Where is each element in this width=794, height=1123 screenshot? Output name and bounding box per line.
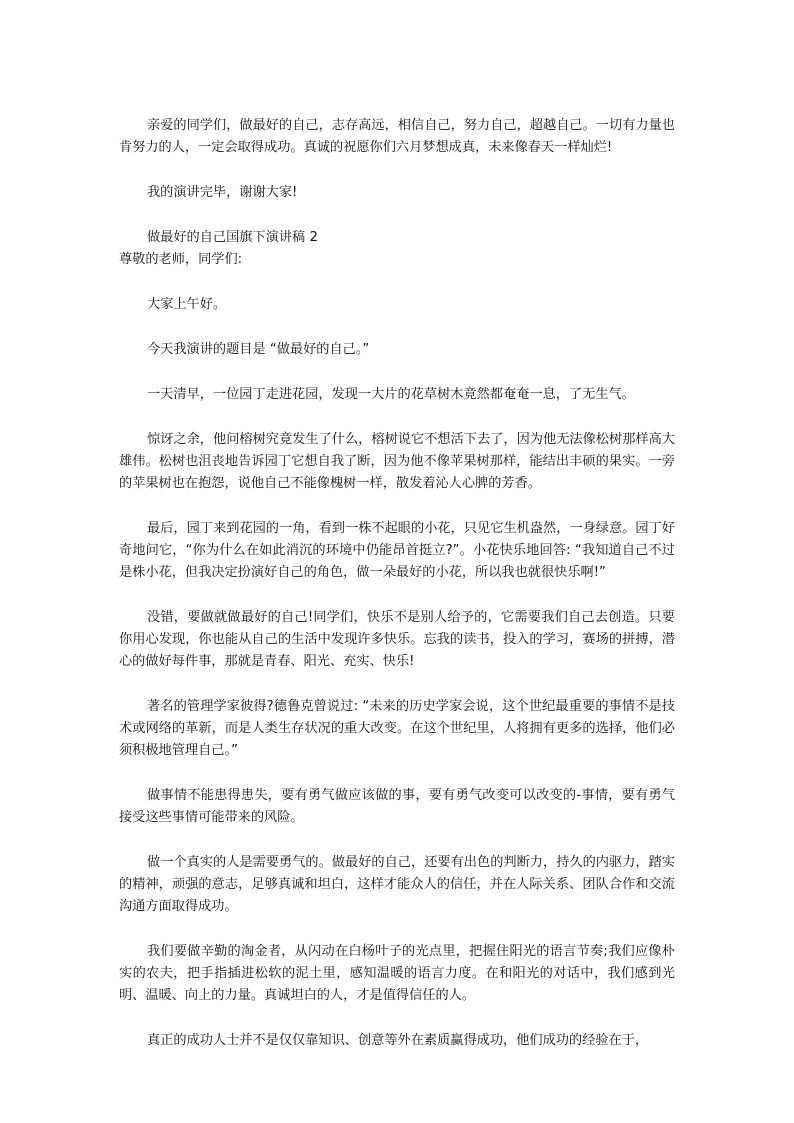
paragraph-being-real: 做一个真实的人是需要勇气的。做最好的自己，还要有出色的判断力，持久的内驱力，踏实的精神，顽强的意志，足够真诚和坦白，这样才能众人的信任，并在人际关系、团队合作和交流沟通方面取得成功。 — [119, 855, 675, 914]
paragraph-greeting: 大家上午好。 — [147, 297, 227, 312]
paragraph-topic: 今天我演讲的题目是 “做最好的自己。” — [147, 342, 370, 357]
paragraph-drucker-quote: 著名的管理学家彼得?德鲁克曾说过: “未来的历史学家会说，这个世纪最重要的事情不是技术或网络的革新，而是人类生存状况的重大改变。在这个世纪里，人将拥有更多的选择，他们必须积极地管理自己。” — [119, 699, 675, 758]
paragraph-thanks: 我的演讲完毕，谢谢大家! — [147, 185, 298, 200]
paragraph-gardener: 一天清早，一位园丁走进花园，发现一大片的花草树木竟然都奄奄一息，了无生气。 — [147, 387, 635, 402]
paragraph-trees: 惊讶之余，他问榕树究竟发生了什么，榕树说它不想活下去了，因为他无法像松树那样高大雄伟。松树也沮丧地告诉园丁它想自我了断，因为他不像苹果树那样，能结出丰硕的果实。一旁的苹果树也在抱怨，说他自己不能像槐树一样，散发着沁人心脾的芳香。 — [119, 432, 675, 491]
speech-title-2: 做最好的自己国旗下演讲稿 2 — [147, 230, 318, 245]
paragraph-gold-digger: 我们要做辛勤的淘金者，从闪动在白杨叶子的光点里，把握住阳光的语言节奏;我们应像朴实的农夫，把手指插进松软的泥土里，感知温暖的语言力度。在和阳光的对话中，我们感到光明、温暖、向上的力量。真诚坦白的人，才是值得信任的人。 — [119, 944, 675, 1003]
paragraph-courage: 做事情不能患得患失，要有勇气做应该做的事，要有勇气改变可以改变的-事情，要有勇气接受这些事情可能带来的风险。 — [119, 788, 675, 825]
paragraph-happiness: 没错，要做就做最好的自己!同学们，快乐不是别人给予的，它需要我们自己去创造。只要你用心发现，你也能从自己的生活中发现许多快乐。忘我的读书，投入的学习，赛场的拼搏，潜心的做好每件事，那就是青春、阳光、充实、快乐! — [119, 610, 675, 669]
paragraph-closing-wish: 亲爱的同学们，做最好的自己，志存高远，相信自己，努力自己，超越自己。一切有力量也肯努力的人，一定会取得成功。真诚的祝愿你们六月梦想成真，未来像春天一样灿烂! — [119, 118, 675, 155]
salutation: 尊敬的老师，同学们: — [119, 252, 243, 267]
document-body — [119, 115, 675, 1052]
paragraph-little-flower: 最后，园丁来到花园的一角，看到一株不起眼的小花，只见它生机盎然，一身绿意。园丁好奇地问它，“你为什么在如此消沉的环境中仍能昂首挺立?”。小花快乐地回答: “我知道自己不过是株小花，但我决定扮演好自己的角色，做一朵最好的小花，所以我也就很快乐啊!” — [119, 521, 675, 580]
paragraph-success: 真正的成功人士并不是仅仅靠知识、创意等外在素质赢得成功，他们成功的经验在于， — [147, 1033, 649, 1048]
